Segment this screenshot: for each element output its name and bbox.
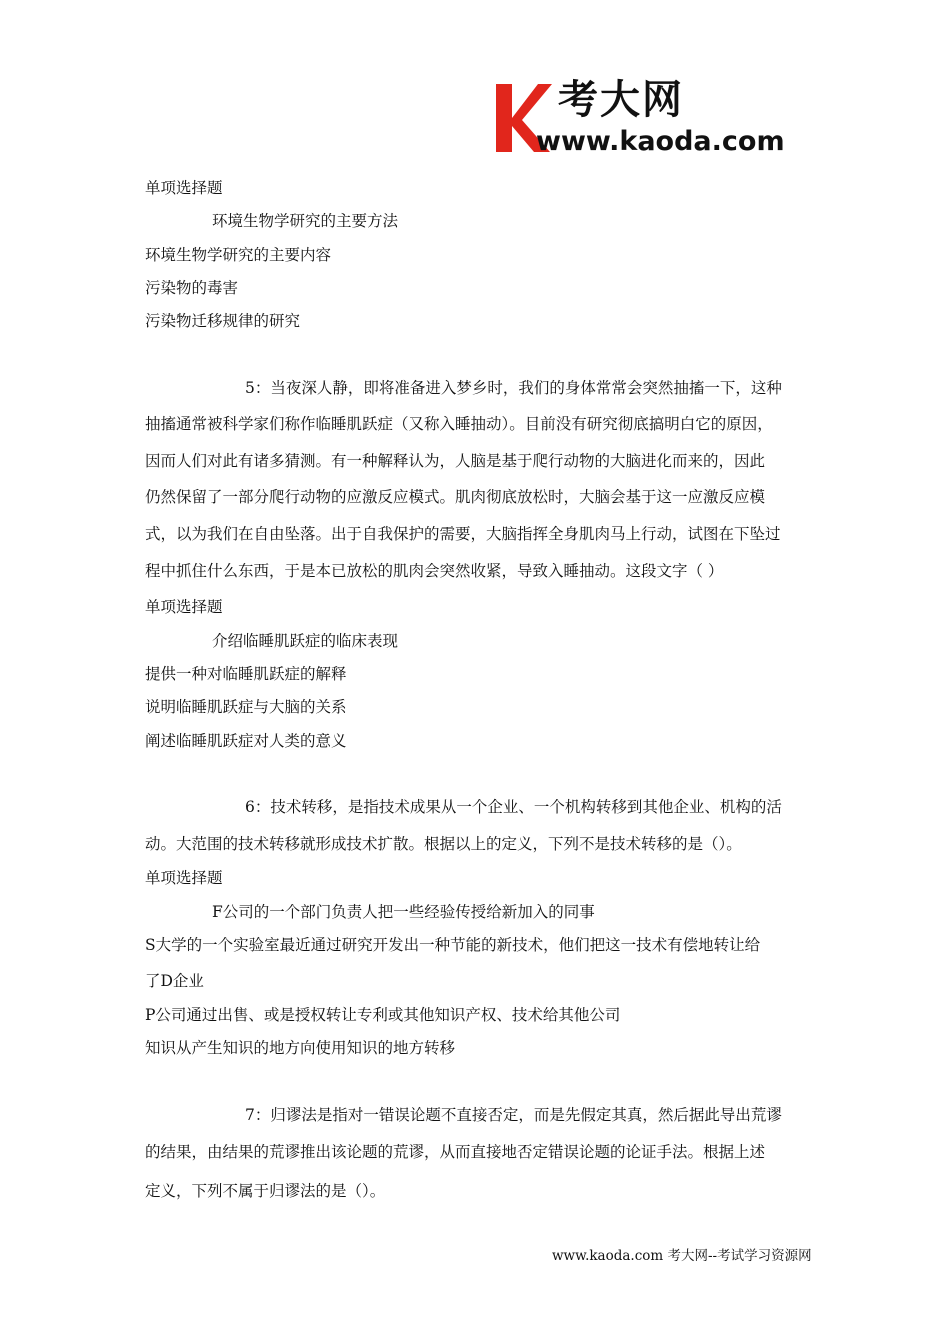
question-type-label: 单项选择题: [145, 179, 223, 197]
option-d: 污染物迁移规律的研究: [145, 312, 301, 330]
q7-text-line: 7：归谬法是指对一错误论题不直接否定，而是先假定其真，然后据此导出荒谬: [245, 1106, 782, 1124]
footer-text: www.kaoda.com 考大网--考试学习资源网: [552, 1248, 812, 1264]
q6-type-label: 单项选择题: [145, 869, 223, 887]
q5-text-line: 程中抓住什么东西，于是本已放松的肌肉会突然收紧，导致入睡抽动。这段文字（ ）: [145, 562, 724, 580]
q5-text-line: 仍然保留了一部分爬行动物的应激反应模式。肌肉彻底放松时，大脑会基于这一应激反应模: [145, 488, 766, 506]
q7-text-line: 定义，下列不属于归谬法的是（）。: [145, 1182, 386, 1200]
logo-url: www.kaoda.com: [536, 126, 785, 157]
q6-option-b-cont: 了D企业: [145, 972, 204, 990]
q5-option-b: 提供一种对临睡肌跃症的解释: [145, 665, 347, 683]
q5-option-a: 介绍临睡肌跃症的临床表现: [212, 632, 399, 650]
q6-text-line: 动。大范围的技术转移就形成技术扩散。根据以上的定义，下列不是技术转移的是（）。: [145, 835, 742, 853]
q5-text-line: 因而人们对此有诸多猜测。有一种解释认为，人脑是基于爬行动物的大脑进化而来的，因此: [145, 452, 766, 470]
q5-text-line: 抽搐通常被科学家们称作临睡肌跃症（又称入睡抽动）。目前没有研究彻底搞明白它的原因，: [145, 415, 773, 433]
option-a: 环境生物学研究的主要方法: [212, 212, 399, 230]
q6-text-line: 6：技术转移，是指技术成果从一个企业、一个机构转移到其他企业、机构的活: [245, 798, 782, 816]
option-c: 污染物的毒害: [145, 279, 239, 297]
option-b: 环境生物学研究的主要内容: [145, 246, 332, 264]
q7-text-line: 的结果，由结果的荒谬推出该论题的荒谬，从而直接地否定错误论题的论证手法。根据上述: [145, 1143, 766, 1161]
q6-option-a: F公司的一个部门负责人把一些经验传授给新加入的同事: [212, 903, 595, 921]
logo-brand: 考大网: [558, 77, 684, 123]
q6-option-d: 知识从产生知识的地方向使用知识的地方转移: [145, 1039, 456, 1057]
q5-option-c: 说明临睡肌跃症与大脑的关系: [145, 698, 347, 716]
q6-option-c: P公司通过出售、或是授权转让专利或其他知识产权、技术给其他公司: [145, 1006, 621, 1024]
q6-option-b: S大学的一个实验室最近通过研究开发出一种节能的新技术，他们把这一技术有偿地转让给: [145, 936, 761, 954]
q5-type-label: 单项选择题: [145, 598, 223, 616]
q5-option-d: 阐述临睡肌跃症对人类的意义: [145, 732, 347, 750]
kaoda-logo: [492, 78, 812, 160]
q5-text-line: 5：当夜深人静，即将准备进入梦乡时，我们的身体常常会突然抽搐一下，这种: [245, 379, 782, 397]
q5-text-line: 式，以为我们在自由坠落。出于自我保护的需要，大脑指挥全身肌肉马上行动，试图在下坠过: [145, 525, 781, 543]
